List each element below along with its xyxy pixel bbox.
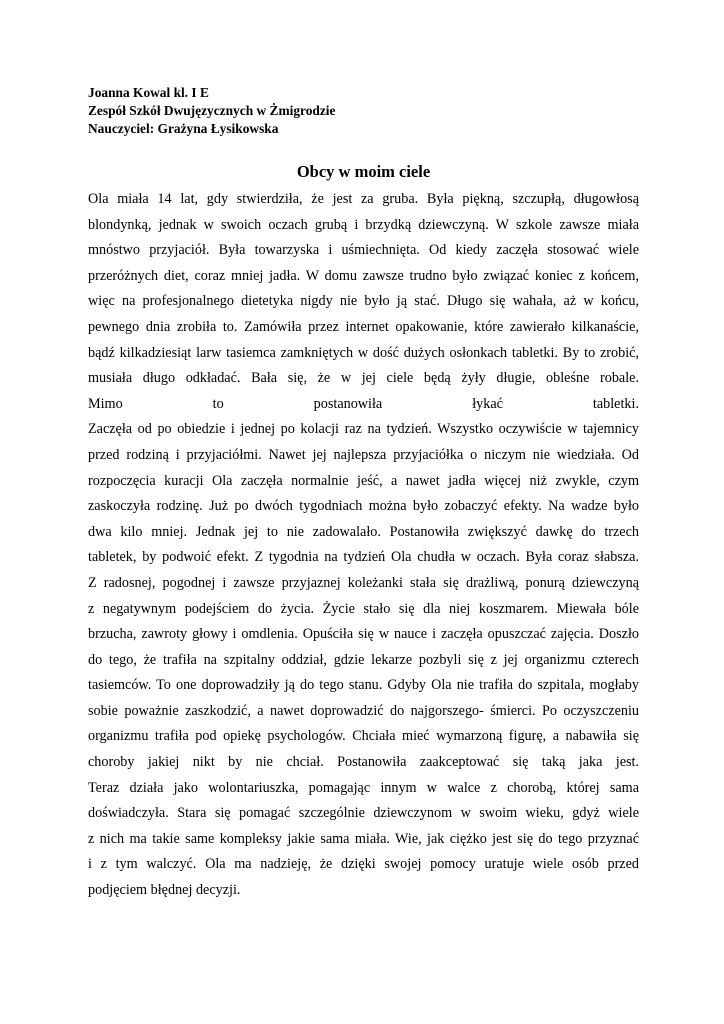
body-line: organizmu trafiła pod opiekę psychologów. Chciała mieć wymarzoną figurę, a nabawiła się — [88, 728, 639, 745]
body-line: Teraz działa jako wolontariuszka, pomagając innym w walce z chorobą, której sama — [88, 779, 639, 796]
body-line: doświadczyła. Stara się pomagać szczególnie dziewczynom w swoim wieku, gdyż wiele — [88, 805, 639, 822]
body-line: więc na profesjonalnego dietetyka nigdy nie było ją stać. Długo się wahała, aż w końcu, — [88, 293, 639, 310]
body-line: Mimo to postanowiła łykać tabletki. — [88, 395, 639, 412]
body-line: Ola miała 14 lat, gdy stwierdziła, że jest za gruba. Była piękną, szczupłą, długowłosą — [88, 191, 639, 207]
teacher-line: Nauczyciel: Grażyna Łysikowska — [88, 121, 279, 136]
body-line: do tego, że trafiła na szpitalny oddział, gdzie lekarze pozbyli się z jej organizmu czterech — [88, 651, 639, 668]
body-line: z negatywnym podejściem do życia. Życie stało się dla niej koszmarem. Miewała bóle — [88, 600, 639, 617]
body-line: choroby jakiej nikt by nie chciał. Postanowiła zaakceptować się taką jaka jest. — [88, 754, 639, 771]
body-text — [88, 187, 639, 904]
body-line: brzucha, zawroty głowy i omdlenia. Opuściła się w nauce i zaczęła opuszczać zajęcia. Doszło — [88, 626, 639, 643]
body-line: przeróżnych diet, coraz mniej jadła. W domu zawsze trudno było związać koniec z końcem, — [88, 267, 639, 284]
body-line: podjęciem błędnej decyzji. — [88, 882, 241, 899]
body-line: sobie poważnie zaszkodzić, a nawet doprowadzić do najgorszego- śmierci. Po oczyszczeniu — [88, 702, 639, 719]
body-line: mnóstwo przyjaciół. Była towarzyska i uśmiechnięta. Od kiedy zaczęła stosować wiele — [88, 242, 639, 259]
body-line: dwa kilo mniej. Jednak jej to nie zadowalało. Postanowiła zwiększyć dawkę do trzech — [88, 523, 639, 540]
author-line: Joanna Kowal kl. I E — [88, 85, 209, 100]
body-line: i z tym walczyć. Ola ma nadzieję, że dzięki swojej pomocy uratuje wiele osób przed — [88, 856, 639, 873]
body-line: tabletek, by podwoić efekt. Z tygodnia na tydzień Ola chudła w oczach. Była coraz słabsza. — [88, 549, 639, 566]
body-line: zaskoczyła rodzinę. Już po dwóch tygodniach można było zobaczyć efekty. Na wadze było — [88, 498, 639, 515]
body-line: rozpoczęcia kuracji Ola zaczęła normalnie jeść, a nawet jadła więcej niż zwykle, czym — [88, 472, 639, 489]
body-line: przed rodziną i przyjaciółmi. Nawet jej najlepsza przyjaciółka o niczym nie wiedziała. Od — [88, 446, 639, 463]
body-line: Z radosnej, pogodnej i zawsze przyjaznej koleżanki stała się drażliwą, ponurą dziewczyną — [88, 574, 639, 591]
document-title: Obcy w moim ciele — [296, 162, 431, 181]
body-line: bądź kilkadziesiąt larw tasiemca zamkniętych w dość dużych osłonkach tabletki. By to zrobić, — [88, 344, 639, 361]
body-line: pewnego dnia zrobiła to. Zamówiła przez internet opakowanie, które zawierało kilkanaście, — [88, 318, 639, 335]
body-line: musiała długo odkładać. Bała się, że w jej ciele będą żyły długie, obleśne robale. — [88, 370, 639, 387]
document-header — [88, 84, 639, 138]
body-line: blondynką, jednak w swoich oczach grubą i brzydką dziewczyną. W szkole zawsze miała — [88, 216, 639, 233]
body-line: Zaczęła od po obiedzie i jednej po kolacji raz na tydzień. Wszystko oczywiście w tajemnicy — [88, 421, 639, 438]
school-line: Zespół Szkół Dwujęzycznych w Żmigrodzie — [88, 103, 336, 118]
document-page — [88, 84, 639, 904]
body-line: z nich ma takie same kompleksy jakie sama miała. Wie, jak ciężko jest się do tego przyznać — [88, 830, 639, 847]
body-line: tasiemców. To one doprowadziły ją do tego stanu. Gdyby Ola nie trafiła do szpitala, mogłaby — [88, 677, 639, 694]
